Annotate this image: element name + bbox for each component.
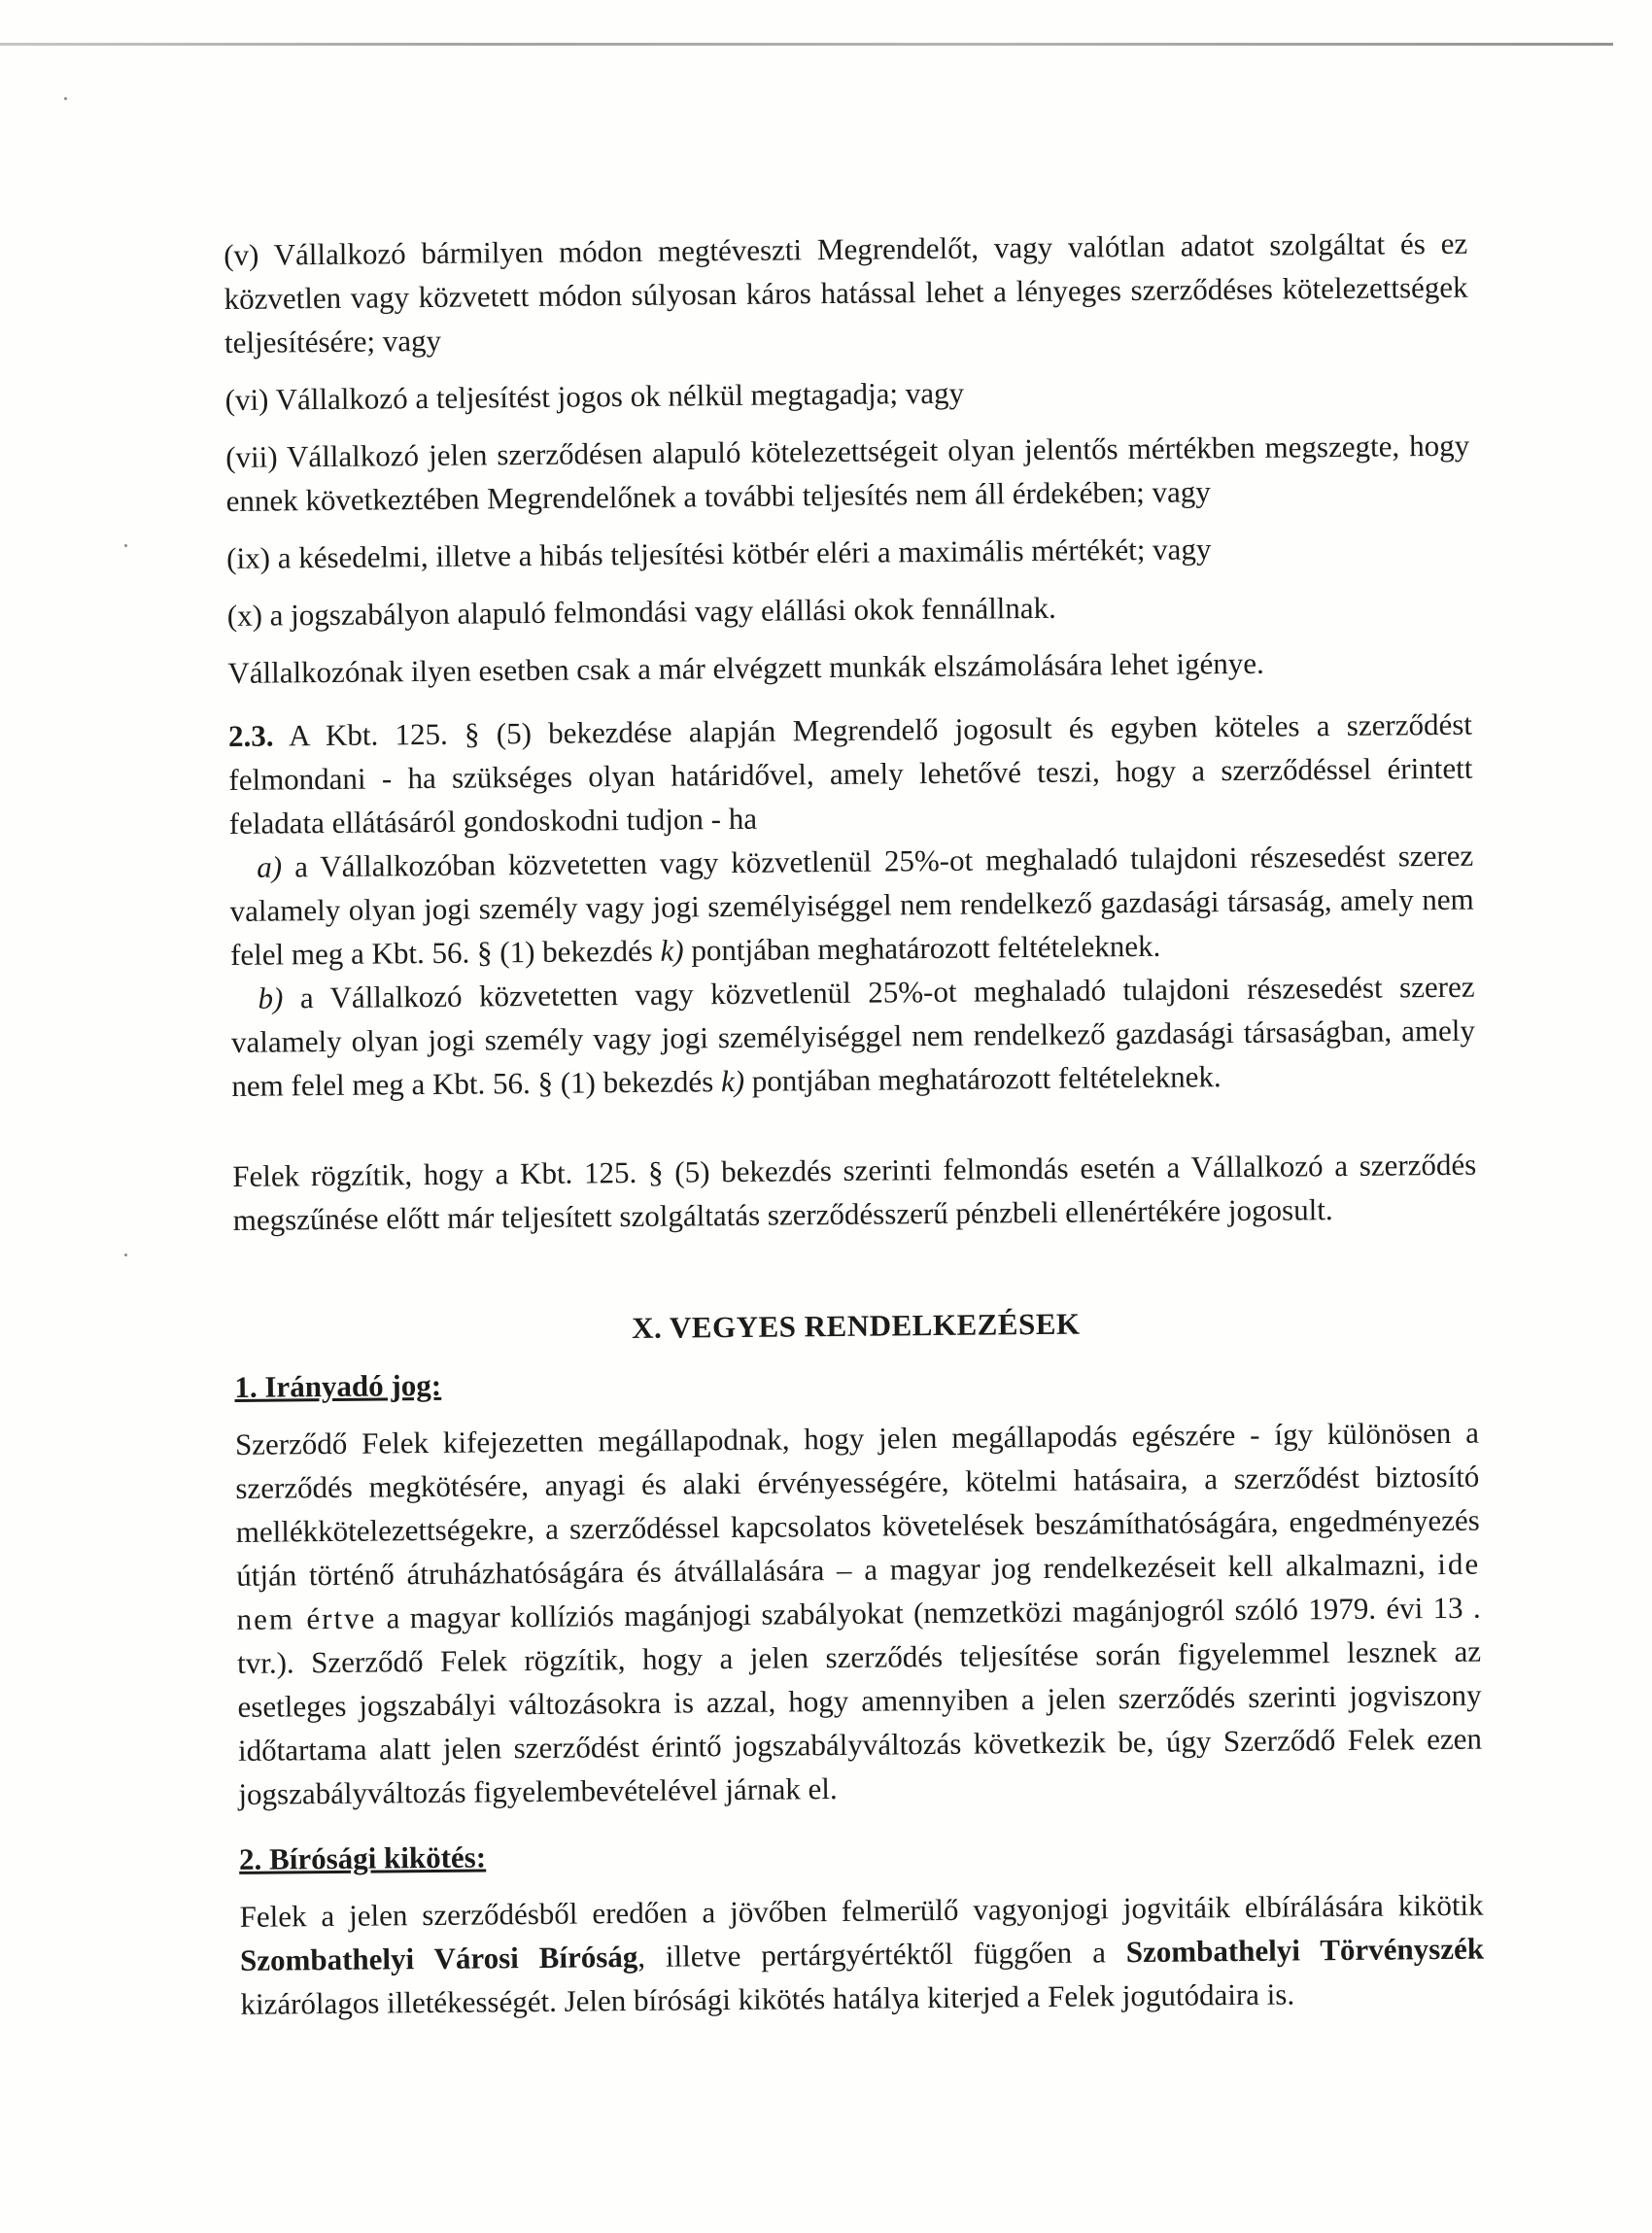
felek-paragraph: Felek rögzítik, hogy a Kbt. 125. § (5) bekezdés szerinti felmondás esetén a Vállalkozó a szerződés megszűnése előtt már teljesített szolgáltatás szerződésszerű pénzbeli ellenértékére jogosult. — [232, 1147, 1477, 1237]
subheading-governing-law: 1. Irányadó jog: — [234, 1367, 442, 1404]
claim-paragraph: Vállalkozónak ilyen esetben csak a már elvégzett munkák elszámolására lehet igénye. — [227, 645, 1264, 690]
jurisdiction-paragraph — [239, 1883, 1484, 2026]
item-text: a Vállalkozóban közvetetten vagy közvetlenül 25%-ot meghaladó tulajdoni részesedést szerez valamely olyan jogi személy vagy jogi személyiséggel nem rendelkező gazdasági társaság, amely nem felel meg a Kbt. 56. § (1) bekezdés — [229, 838, 1474, 972]
item-label: b) — [258, 980, 284, 1015]
subheading-jurisdiction: 2. Bírósági kikötés: — [238, 1839, 487, 1876]
paragraph-text: a magyar kollíziós magánjogi szabályokat (nemzetközi magánjogról szóló 1979. évi 13 . tvr.). Szerződő Felek rögzítik, hogy a jelen szerződés teljesítése során figyelemmel lesznek az esetleges jogszabályi változásokra is azzal, hogy amennyiben a jelen szerződés szerinti jogviszony időtartama alatt jelen szerződést érintő jogszabályváltozás következik be, úgy Szerződő Felek ezen jogszabályváltozás figyelembevételével járnak el. — [236, 1590, 1483, 1811]
paragraph-text: kizárólagos illetékességét. Jelen bírósági kikötés hatálya kiterjed a Felek jogutódaira is. — [240, 1976, 1295, 2021]
paragraph-text: Szerződő Felek kifejezetten megállapodnak, hogy jelen megállapodás egészére - így különösen a szerződés megkötésére, anyagi és alaki érvényességére, kötelmi hatásaira, a szerződést biztosító mellékkötelezettségekre, a szerződéssel kapcsolatos követelések beszámíthatóságára, engedményezés útján történő átruházhatóságára és átvállalására – a magyar jog rendelkezéseit kell alkalmazni, — [234, 1415, 1480, 1593]
paragraph-text: Felek a jelen szerződésből eredően a jövőben felmerülő vagyonjogi jogvitáik elbírálására kikötik — [239, 1887, 1484, 1934]
scan-speck — [124, 544, 127, 547]
spaced-text: ide nem értve — [236, 1546, 1481, 1636]
chapter-title: X. VEGYES RENDELKEZÉSEK — [631, 1306, 1081, 1346]
governing-law-paragraph — [235, 1411, 1483, 1816]
section-text: A Kbt. 125. § (5) bekezdése alapján Megrendelő jogosult és egyben köteles a szerződést felmondani - ha szükséges olyan határidővel, amely lehetővé teszi, hogy a szerződéssel érintett feladata ellátásáról gondoskodni tudjon - ha — [228, 706, 1473, 841]
item-text: pontjában meghatározott feltételeknek. — [743, 1059, 1222, 1098]
item-a — [229, 834, 1474, 977]
item-ref: k) — [660, 933, 684, 968]
item-b — [230, 965, 1475, 1108]
clause-vii: (vii) Vállalkozó jelen szerződésen alapuló kötelezettségeit olyan jelentős mértékben megszegte, hogy ennek következtében Megrendelőnek a további teljesítés nem áll érdekében; vagy — [225, 428, 1470, 518]
scan-speck — [124, 1254, 127, 1256]
document-body — [224, 222, 1485, 2026]
clause-vi: (vi) Vállalkozó a teljesítést jogos ok nélkül megtagadja; vagy — [224, 375, 965, 417]
paragraph-text: , illetve pertárgyértéktől függően a — [637, 1935, 1126, 1974]
clause-ix: (ix) a késedelmi, illetve a hibás teljesítési kötbér eléri a maximális mértékét; vagy — [226, 532, 1212, 575]
item-label: a) — [257, 849, 283, 884]
scan-speck — [64, 97, 67, 100]
court-name: Szombathelyi Törvényszék — [1125, 1931, 1485, 1970]
clause-v: (v) Vállalkozó bármilyen módon megtéveszti Megrendelőt, vagy valótlan adatot szolgáltat és ez közvetlen vagy közvetett módon súlyosan káros hatással lehet a lényeges szerződéses kötelezettségek teljesítésére; vagy — [224, 225, 1468, 360]
item-text: pontjában meghatározott feltételeknek. — [683, 928, 1161, 968]
section-2-3 — [228, 703, 1473, 845]
section-number: 2.3. — [227, 718, 274, 753]
item-text: a Vállalkozó közvetetten vagy közvetlenül 25%-ot meghaladó tulajdoni részesedést szerez valamely olyan jogi személy vagy jogi személyiséggel nem rendelkező gazdasági társaságban, amely nem felel meg a Kbt. 56. § (1) bekezdés — [230, 969, 1476, 1103]
clause-x: (x) a jogszabályon alapuló felmondási vagy elállási okok fennállnak. — [226, 590, 1056, 633]
scan-top-edge — [0, 43, 1613, 46]
item-ref: k) — [720, 1063, 745, 1099]
court-name: Szombathelyi Városi Bíróság — [239, 1939, 638, 1977]
